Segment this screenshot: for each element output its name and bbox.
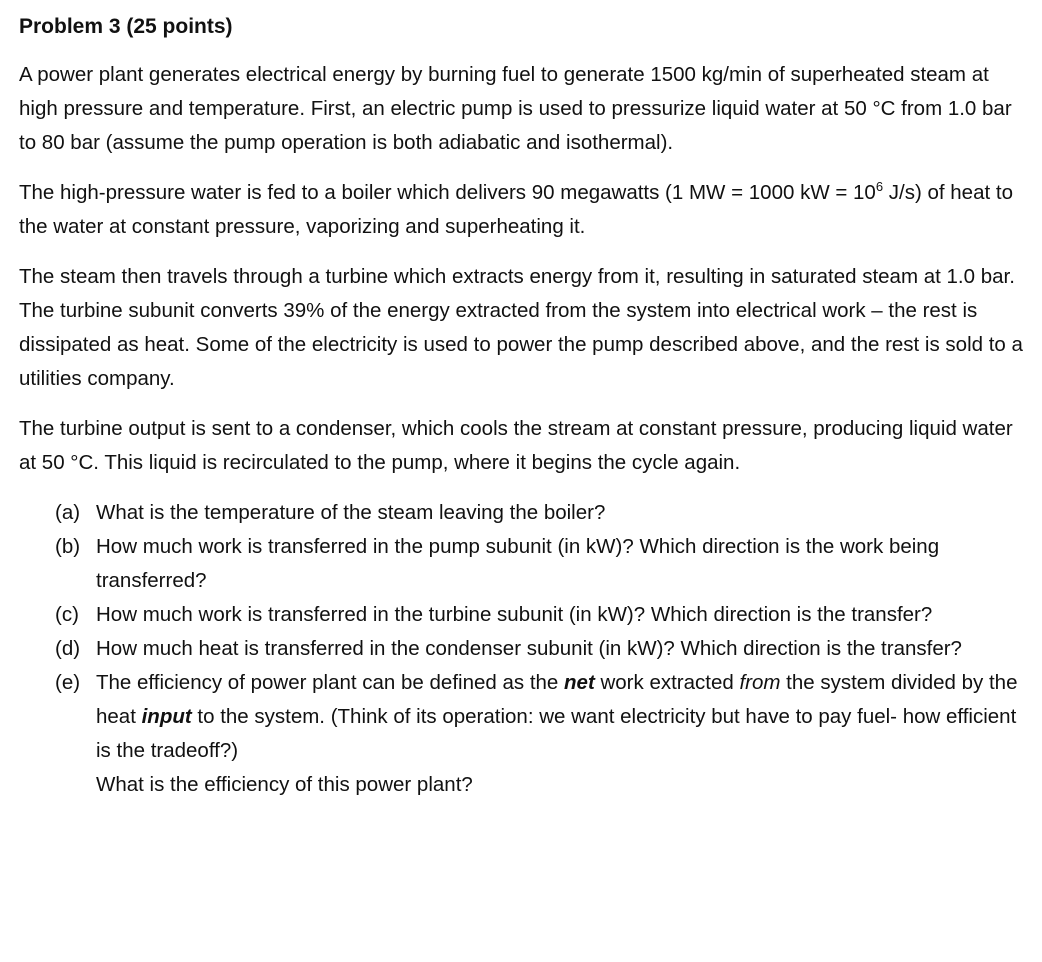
question-text: How much work is transferred in the pump subunit (in kW)? Which direction is the work being transferred? [96,535,940,592]
question-label: (c) [55,603,79,626]
question-e-text-2: work extracted [594,671,740,694]
question-label: (d) [55,637,81,660]
question-a [19,496,1031,530]
problem-document [19,10,1031,802]
question-list [19,496,1031,802]
paragraph-condenser: The turbine output is sent to a condenser, which cools the stream at constant pressure, producing liquid water at 50 °C. This liquid is recirculated to the pump, where it begins the cycle again. [19,417,1013,474]
question-e-text-1: The efficiency of power plant can be defined as the [96,671,565,694]
question-label: (a) [55,501,81,524]
paragraph-pump: A power plant generates electrical energy by burning fuel to generate 1500 kg/min of superheated steam at high pressure and temperature. First, an electric pump is used to pressurize liquid water at 50 °C from 1.0 bar to 80 bar (assume the pump operation is both adiabatic and isothermal). [19,63,1012,154]
question-label: (b) [55,535,81,558]
paragraph-turbine: The steam then travels through a turbine which extracts energy from it, resulting in saturated steam at 1.0 bar. The turbine subunit converts 39% of the energy extracted from the system into electrical work – the rest is dissipated as heat. Some of the electricity is used to power the pump described above, and the rest is sold to a utilities company. [19,265,1023,390]
exponent: 6 [875,179,884,194]
emphasis-from: from [739,671,781,694]
question-text: What is the temperature of the steam leaving the boiler? [96,501,606,524]
question-e [19,666,1031,802]
question-text: How much work is transferred in the turbine subunit (in kW)? Which direction is the transfer? [96,603,933,626]
question-text: How much heat is transferred in the condenser subunit (in kW)? Which direction is the transfer? [96,637,962,660]
problem-title: Problem 3 (25 points) [19,15,233,38]
question-text [96,671,1017,762]
emphasis-input: input [141,705,192,728]
paragraph-boiler-text-2: J/s) of heat to the water at constant pressure, vaporizing and superheating it. [19,181,1013,238]
emphasis-net: net [564,671,595,694]
question-e-text-3: the system divided by the heat [96,671,1018,728]
question-d [19,632,1031,666]
question-b [19,530,1031,598]
question-label: (e) [55,671,81,694]
paragraph-boiler-text-1: The high-pressure water is fed to a boiler which delivers 90 megawatts (1 MW = 1000 kW = 10 [19,181,876,204]
paragraph-boiler [19,176,1031,244]
question-e-text-4: to the system. (Think of its operation: we want electricity but have to pay fuel- how efficient is the tradeoff?) [96,705,1017,762]
question-e-final: What is the efficiency of this power plant? [96,773,473,796]
question-c [19,598,1031,632]
